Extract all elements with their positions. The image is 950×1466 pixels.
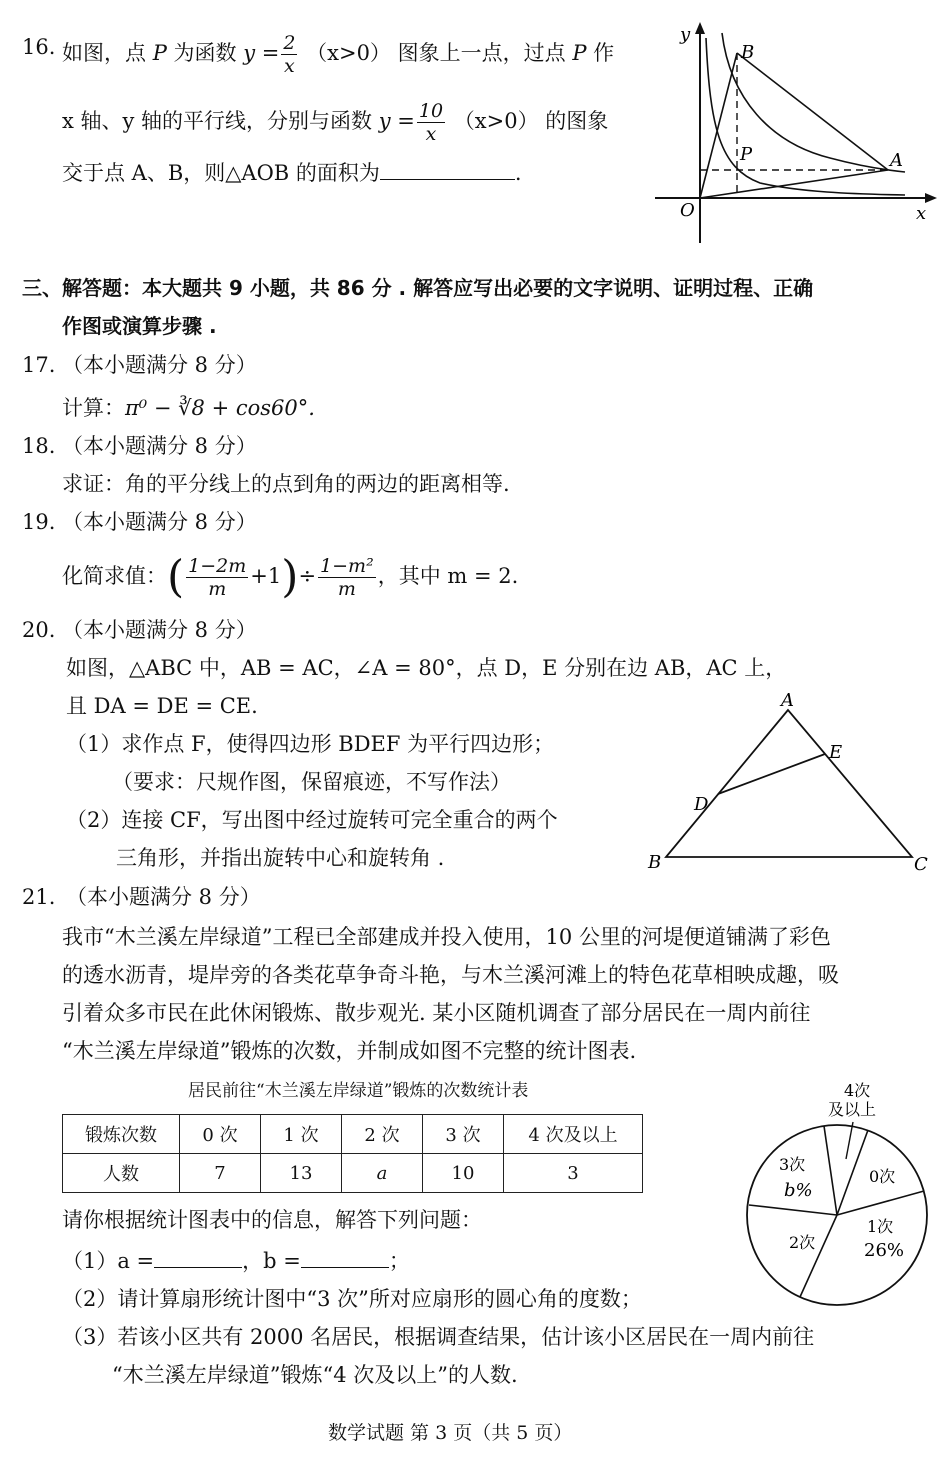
table-cell: 3 <box>504 1154 643 1193</box>
q21-part-2: （2）请计算扇形统计图中“3 次”所对应扇形的圆心角的度数； <box>62 1287 642 1311</box>
question-number: 16. <box>22 35 56 59</box>
table-cell: 7 <box>180 1154 261 1193</box>
q18-score: （本小题满分 8 分） <box>62 434 257 458</box>
table-cell: 13 <box>261 1154 342 1193</box>
label-C: C <box>914 854 928 875</box>
x-axis-arrow <box>925 193 937 203</box>
pie-divider <box>800 1215 837 1297</box>
table-header-cell: 2 次 <box>342 1115 423 1154</box>
q20-part-1: （1）求作点 F，使得四边形 BDEF 为平行四边形； <box>66 732 555 756</box>
q20-triangle-figure <box>640 690 940 880</box>
q19-body: 化简求值：( $\frac{1-2m}{m}$ +1)÷ $\frac{\text{1−m²}}{m}$ ，其中 m = 2. <box>62 551 519 603</box>
answer-blank[interactable] <box>380 179 515 180</box>
q17-body: 计算：π⁰ − ∛8 + cos60°. <box>62 396 315 420</box>
q16-line-3: 交于点 A、B，则△AOB 的面积为 . <box>62 161 522 185</box>
fraction-2-over-x: $\frac{2}{x}$ <box>283 32 296 77</box>
frequency-table <box>62 1114 643 1193</box>
label-D: D <box>694 794 709 815</box>
label-B: B <box>741 42 755 63</box>
label-E: E <box>829 742 843 763</box>
label-A: A <box>781 690 794 711</box>
q20-line-1: 如图，△ABC 中，AB = AC，∠A = 80°，点 D，E 分别在边 AB，AC 上， <box>66 656 787 680</box>
label-x: x <box>916 203 927 224</box>
pie-chart <box>745 1074 940 1314</box>
pie-label-4plus-cont: 及以上 <box>828 1100 877 1119</box>
q16-hyperbola-figure <box>650 18 940 248</box>
q20-part-1-note: （要求：尺规作图，保留痕迹，不写作法） <box>112 770 511 794</box>
q21-instruction: 请你根据统计图表中的信息，解答下列问题： <box>62 1208 482 1232</box>
pie-divider <box>749 1205 837 1215</box>
q21-part-1: （1）a = ，b = ； <box>62 1249 410 1273</box>
q20-score: （本小题满分 8 分） <box>62 618 257 642</box>
q18-body: 求证：角的平分线上的点到角的两边的距离相等. <box>62 472 510 496</box>
table-header-cell: 1 次 <box>261 1115 342 1154</box>
label-B: B <box>648 852 662 873</box>
pie-divider <box>837 1130 868 1215</box>
table-cell: a <box>342 1154 423 1193</box>
fraction-1: $\frac{1-2m}{m}$ <box>188 555 247 600</box>
q16-line-2: x 轴、y 轴的平行线，分别与函数 y = $\frac{10}{x}$ （x>0） 的图象 <box>62 100 609 145</box>
q21-paragraph-4: “木兰溪左岸绿道”锻炼的次数，并制成如图不完整的统计图表. <box>62 1039 637 1063</box>
pie-label-2: 2次 <box>789 1233 816 1252</box>
left-paren: ( <box>167 551 185 603</box>
q21-paragraph-3: 引着众多市民在此休闲锻炼、散步观光. 某小区随机调查了部分居民在一周内前往 <box>62 1001 811 1025</box>
answer-blank-a[interactable] <box>154 1267 242 1268</box>
question-number: 21. <box>22 885 56 909</box>
pie-divider <box>824 1126 837 1215</box>
label-O: O <box>680 200 695 221</box>
answer-blank-b[interactable] <box>301 1267 389 1268</box>
label-P: P <box>740 144 753 165</box>
pie-divider <box>837 1191 924 1215</box>
y-axis-arrow <box>695 22 705 34</box>
q21-paragraph-1: 我市“木兰溪左岸绿道”工程已全部建成并投入使用，10 公里的河堤便道铺满了彩色 <box>62 925 831 949</box>
pie-label-0: 0次 <box>869 1167 896 1186</box>
page-footer: 数学试题 第 3 页（共 5 页） <box>328 1422 573 1444</box>
question-number: 19. <box>22 510 56 534</box>
pie-leader-line <box>846 1122 853 1159</box>
pie-label-1-pct: 26% <box>864 1240 905 1261</box>
q17-expression: π⁰ − ∛8 + cos60°. <box>125 396 315 420</box>
q21-score: （本小题满分 8 分） <box>66 885 261 909</box>
table-cell: 10 <box>423 1154 504 1193</box>
label-A: A <box>890 150 903 171</box>
label-y: y <box>680 24 691 45</box>
table-header-cell: 锻炼次数 <box>63 1115 180 1154</box>
q16-line-1: 如图，点 P 为函数 y = $\frac{2}{x}$ （x>0） 图象上一点，过点 P 作 <box>62 32 615 77</box>
question-number: 20. <box>22 618 56 642</box>
q21-part-3: （3）若该小区共有 2000 名居民，根据调查结果，估计该小区居民在一周内前往 <box>62 1325 815 1349</box>
table-header-cell: 3 次 <box>423 1115 504 1154</box>
table-header-row <box>63 1115 643 1154</box>
q17-score: （本小题满分 8 分） <box>62 353 257 377</box>
pie-label-3-pct: b% <box>784 1180 813 1201</box>
question-number: 18. <box>22 434 56 458</box>
fraction-10-over-x: $\frac{10}{x}$ <box>418 100 444 145</box>
q20-part-2-cont: 三角形，并指出旋转中心和旋转角 . <box>116 846 445 870</box>
table-header-cell: 4 次及以上 <box>504 1115 643 1154</box>
pie-label-1: 1次 <box>867 1217 894 1236</box>
segment-OB <box>700 53 737 198</box>
q20-line-2: 且 DA = DE = CE. <box>66 694 258 718</box>
section-3-heading: 三、解答题：本大题共 9 小题，共 86 分 . 解答应写出必要的文字说明、证明过程、正确 <box>22 276 814 300</box>
pie-label-3: 3次 <box>779 1155 806 1174</box>
table-header-cell: 0 次 <box>180 1115 261 1154</box>
fraction-2: $\frac{\text{1−m²}}{m}$ <box>320 555 374 600</box>
table-title: 居民前往“木兰溪左岸绿道”锻炼的次数统计表 <box>188 1081 529 1101</box>
section-3-heading-cont: 作图或演算步骤 . <box>62 314 217 338</box>
triangle-ABC <box>666 710 912 857</box>
q20-part-2: （2）连接 CF，写出图中经过旋转可完全重合的两个 <box>66 808 558 832</box>
q21-paragraph-2: 的透水沥青，堤岸旁的各类花草争奇斗艳，与木兰溪河滩上的特色花草相映成趣，吸 <box>62 963 839 987</box>
pie-label-4plus: 4次 <box>844 1081 871 1100</box>
q19-score: （本小题满分 8 分） <box>62 510 257 534</box>
question-number: 17. <box>22 353 56 377</box>
table-row <box>63 1154 643 1193</box>
right-paren: ) <box>281 551 299 603</box>
table-cell: 人数 <box>63 1154 180 1193</box>
q21-part-3-cont: “木兰溪左岸绿道”锻炼“4 次及以上”的人数. <box>112 1363 518 1387</box>
